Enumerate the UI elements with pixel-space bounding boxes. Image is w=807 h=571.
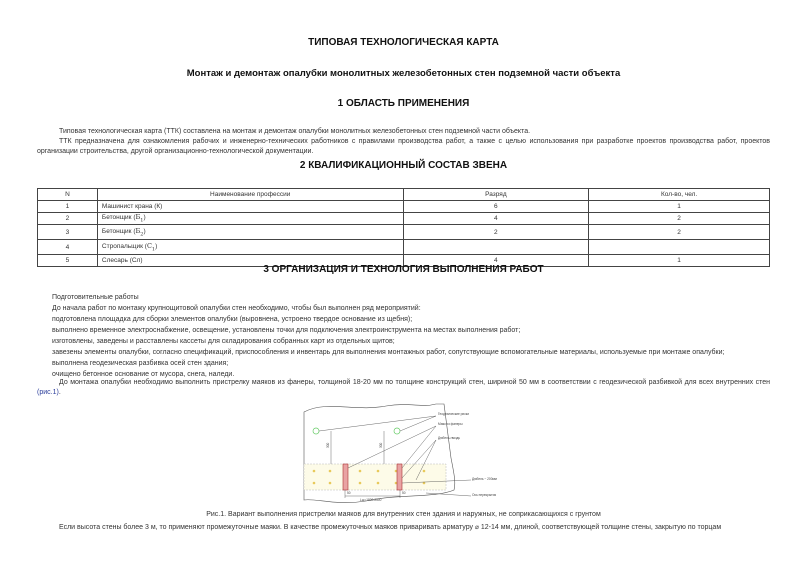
table-row	[38, 225, 770, 240]
figure-callout: Маяк из фанеры	[438, 422, 463, 426]
formula-symbol	[135, 213, 144, 224]
column-header-n: N	[38, 189, 98, 201]
column-header-count: Кол-во, чел.	[589, 189, 770, 201]
mayak-paragraph	[37, 378, 770, 398]
column-header-grade: Разряд	[403, 189, 589, 201]
cell-grade: 4	[403, 213, 589, 225]
formula-symbol	[135, 226, 144, 238]
cell-grade: 6	[403, 201, 589, 213]
paragraph-line: очищено бетонное основание от мусора, снега, наледи.	[52, 371, 235, 378]
section-1-paragraph: Типовая технологическая карта (ТТК) составлена на монтаж и демонтаж опалубки монолитных железобетонных стен подземной части объекта.	[59, 128, 531, 135]
profession-label: Бетонщик (	[101, 227, 136, 235]
paragraph-line: До начала работ по монтажу крупнощитовой опалубки стен необходимо, чтобы был выполнен ряд мероприятий:	[52, 305, 421, 312]
cell-grade: 4	[403, 255, 589, 267]
document-title: ТИПОВАЯ ТЕХНОЛОГИЧЕСКАЯ КАРТА	[308, 37, 499, 48]
cell-n: 4	[38, 240, 98, 255]
profession-label: Стропальщик (	[101, 242, 147, 250]
geodetic-mark	[313, 428, 319, 434]
paragraph-line: выполнено временное электроснабжение, освещение, установлены точки для подключения электроинструмента на местах выполнения работ;	[52, 327, 521, 334]
figure-dimension: 50	[347, 491, 351, 495]
symbol-letter: Б	[135, 226, 141, 235]
section-1-paragraph: ТТК предназначена для ознакомления рабочих и инженерно-технических работников с правилами производства работ, а также с целью использования при разработке проектов производства работ, проектов организации строительства, другой организационно-технологической документации.	[37, 138, 770, 155]
cell-profession: Слесарь (Сл)	[97, 255, 403, 267]
profession-label: Бетонщик (	[101, 214, 136, 222]
cell-profession: Бетонщик $(Б_1)$	[97, 213, 403, 225]
paragraph-line: изготовлены, заведены и расставлены кассеты для складирования собранных карт из отдельных щитов;	[52, 338, 395, 345]
section-2-heading: 2 КВАЛИФИКАЦИОННЫЙ СОСТАВ ЗВЕНА	[299, 160, 508, 171]
cell-count: 1	[589, 255, 770, 267]
last-paragraph-end: 12-14 мм, длиной, соответствующей толщине стены, закрытую по торцам	[480, 524, 722, 531]
cell-count: 2	[589, 225, 770, 240]
paragraph-line: подготовлена площадка для сборки элементов опалубки (выровнена, устроено твердое основание из щебня);	[52, 316, 413, 323]
cell-count: 2	[589, 213, 770, 225]
figure-1-drawing	[296, 398, 516, 508]
last-paragraph	[37, 522, 770, 533]
figure-callout: Геодезические риски	[438, 412, 469, 416]
symbol-letter: Б	[135, 213, 141, 222]
wall-strip	[304, 464, 446, 490]
geodetic-mark	[394, 428, 400, 434]
figure-callout: Дюбель-гвоздь	[438, 436, 461, 440]
cell-grade: 2	[403, 225, 589, 240]
paragraph-line: выполнена геодезическая разбивка осей стен здания;	[52, 360, 229, 367]
table-row	[38, 201, 770, 213]
symbol-subscript: 1	[140, 217, 144, 224]
section-3-heading: 3 ОРГАНИЗАЦИЯ И ТЕХНОЛОГИЯ ВЫПОЛНЕНИЯ РАБОТ	[263, 264, 544, 275]
paragraph-line: Подготовительные работы	[52, 294, 139, 301]
table-row	[38, 240, 770, 255]
cell-profession: Машинист крана (К)	[97, 201, 403, 213]
table-row	[38, 213, 770, 225]
symbol-letter: С	[146, 241, 152, 250]
cell-count	[589, 240, 770, 255]
cell-n: 3	[38, 225, 98, 240]
plywood-beacon	[397, 464, 402, 490]
cell-n: 1	[38, 201, 98, 213]
column-header-profession: Наименование профессии	[97, 189, 403, 201]
cell-n: 5	[38, 255, 98, 267]
cell-profession: Стропальщик $(С_1)$	[97, 240, 403, 255]
cell-count: 1	[589, 201, 770, 213]
figure-1-caption: Рис.1. Вариант выполнения пристрелки маяков для внутренних стен здания и наружных, не соприкасающихся с грунтом	[206, 511, 601, 518]
figure-callout: Дюбель ~ 200мм	[472, 477, 497, 481]
link-suffix: .	[58, 389, 61, 396]
figure-1-link[interactable]: (рис.1)	[37, 389, 59, 396]
paragraph-line: завезены элементы опалубки, согласно спецификаций, приспособления и инвентарь для выполнения монтажных работ, сопутствующие вспомогательные материалы, используемые при монтаже опалубки;	[52, 349, 725, 356]
symbol-subscript: 2	[140, 231, 144, 238]
cell-n: 2	[38, 213, 98, 225]
formula-symbol	[146, 241, 156, 253]
last-paragraph-start: Если высота стены более 3 м, то применяют промежуточные маяки. В качестве промежуточных маяков приваривать арматуру	[59, 524, 474, 531]
figure-dimension: Lш=1800-2500	[360, 498, 382, 502]
table-header-row	[38, 189, 770, 201]
section-3-list	[52, 293, 772, 380]
figure-dimension: 300	[326, 442, 330, 448]
mayak-text: До монтажа опалубки необходимо выполнить пристрелку маяков из фанеры, толщиной 18-20 мм по толщине конструкций стен, шириной 50 мм в соответствии с геодезической разбивкой для всех внутренних стен	[59, 379, 770, 386]
document-subtitle: Монтаж и демонтаж опалубки монолитных железобетонных стен подземной части объекта	[186, 68, 621, 79]
figure-dimension: 300	[379, 442, 383, 448]
diameter-symbol: ⌀	[475, 523, 479, 531]
cell-grade	[403, 240, 589, 255]
symbol-subscript: 1	[151, 246, 156, 253]
figure-callout: Ось перекрытия	[472, 493, 497, 497]
cell-profession: Бетонщик $(Б_2)$	[97, 225, 403, 240]
qualification-table	[37, 188, 770, 267]
section-1-heading: 1 ОБЛАСТЬ ПРИМЕНЕНИЯ	[337, 98, 470, 109]
figure-dimension: 50	[402, 491, 406, 495]
plywood-beacon	[343, 464, 348, 490]
